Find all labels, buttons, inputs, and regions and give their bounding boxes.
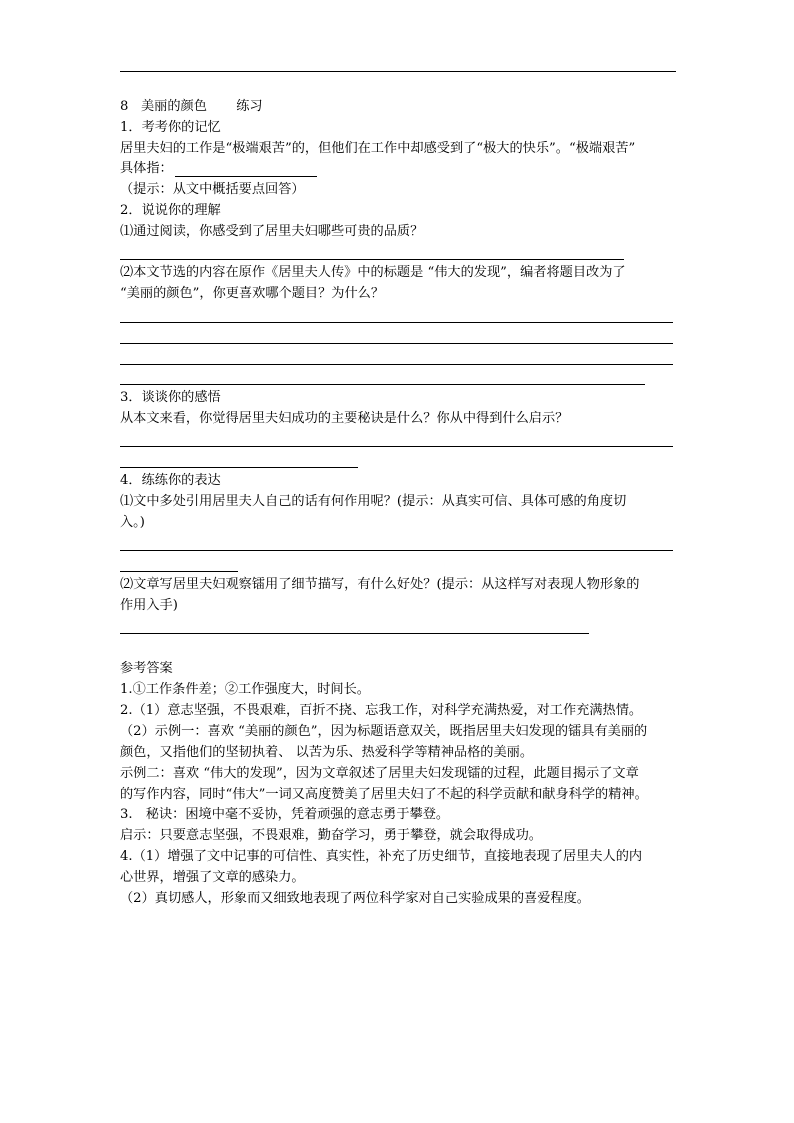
q4-part2-line1: ⑵文章写居里夫妇观察镭用了细节描写，有什么好处？(提示：从这样写对表现人物形象的 xyxy=(120,577,640,592)
q2-part2-answer-line[interactable] xyxy=(120,384,645,385)
q2-part2-answer-line[interactable] xyxy=(120,322,673,323)
q2-part2-answer-line[interactable] xyxy=(120,343,673,344)
answer-2-3-line2: 的写作内容，同时“伟大”一词又高度赞美了居里夫妇了不起的科学贡献和献身科学的精神。 xyxy=(120,787,648,802)
q4-part1-answer-line[interactable] xyxy=(120,571,238,572)
q4-part1-answer-line[interactable] xyxy=(120,550,673,551)
q3-answer-line[interactable] xyxy=(120,446,673,447)
answer-2-1: 2.（1）意志坚强，不畏艰难，百折不挠、忘我工作，对科学充满热爱，对工作充满热情。 xyxy=(120,703,643,718)
answer-3-2: 启示：只要意志坚强，不畏艰难，勤奋学习，勇于攀登，就会取得成功。 xyxy=(120,828,542,843)
q4-part2-answer-line[interactable] xyxy=(120,633,589,634)
q2-part1-answer-line[interactable] xyxy=(120,259,624,260)
q4-heading: 4．练练你的表达 xyxy=(120,473,221,488)
q3-part1: 从本文来看，你觉得居里夫妇成功的主要秘诀是什么？你从中得到什么启示？ xyxy=(120,411,569,426)
answer-3-1: 3. 秘诀：困境中毫不妥协，凭着顽强的意志勇于攀登。 xyxy=(120,807,450,822)
answer-4-1-line2: 心世界，增强了文章的感染力。 xyxy=(120,870,305,885)
q2-part1: ⑴通过阅读，你感受到了居里夫妇哪些可贵的品质？ xyxy=(120,224,424,239)
answer-4-1-line1: 4.（1）增强了文中记事的可信性、真实性，补充了历史细节，直接地表现了居里夫人的内 xyxy=(120,849,643,864)
q1-label: 具体指： xyxy=(120,161,173,176)
q3-answer-line[interactable] xyxy=(120,467,358,468)
q1-text-line1: 居里夫妇的工作是“极端艰苦”的，但他们在工作中却感受到了“极大的快乐”。“极端艰苦” xyxy=(120,141,636,156)
q4-part1-line1: ⑴文中多处引用居里夫人自己的话有何作用呢？(提示：从真实可信、具体可感的角度切 xyxy=(120,494,627,509)
answers-heading: 参考答案 xyxy=(120,661,173,676)
q2-part2-line1: ⑵本文节选的内容在原作《居里夫人传》中的标题是 “伟大的发现”，编者将题目改为了 xyxy=(120,265,626,280)
q1-answer-blank[interactable] xyxy=(175,163,317,177)
q2-part2-line2: “美丽的颜色”，你更喜欢哪个题目？为什么？ xyxy=(120,286,385,301)
q1-heading: 1．考考你的记忆 xyxy=(120,120,221,135)
lesson-title xyxy=(120,99,263,115)
answer-4-2: （2）真切感人，形象而又细致地表现了两位科学家对自己实验成果的喜爱程度。 xyxy=(120,891,590,906)
lesson-tag: 练习 xyxy=(236,99,263,114)
answer-2-2-line1: （2）示例一：喜欢 “美丽的颜色”，因为标题语意双关，既指居里夫妇发现的镭具有美丽的 xyxy=(120,724,648,739)
lesson-number: 8 xyxy=(120,99,129,114)
q4-part1-line2: 入。) xyxy=(120,515,145,530)
q4-part2-line2: 作用入手) xyxy=(120,598,178,613)
q1-text-line2 xyxy=(120,161,317,177)
answer-1: 1.①工作条件差；②工作强度大，时间长。 xyxy=(120,682,370,697)
answer-2-2-line2: 颜色，又指他们的坚韧执着、 以苦为乐、热爱科学等精神品格的美丽。 xyxy=(120,745,534,760)
answer-2-3-line1: 示例二：喜欢 “伟大的发现”，因为文章叙述了居里夫妇发现镭的过程，此题目揭示了文章 xyxy=(120,766,639,781)
q1-hint: （提示：从文中概括要点回答） xyxy=(120,182,305,197)
q2-part2-answer-line[interactable] xyxy=(120,364,673,365)
q3-heading: 3．谈谈你的感悟 xyxy=(120,390,221,405)
header-rule xyxy=(120,71,676,72)
q2-heading: 2．说说你的理解 xyxy=(120,203,221,218)
lesson-name: 美丽的颜色 xyxy=(140,99,207,114)
